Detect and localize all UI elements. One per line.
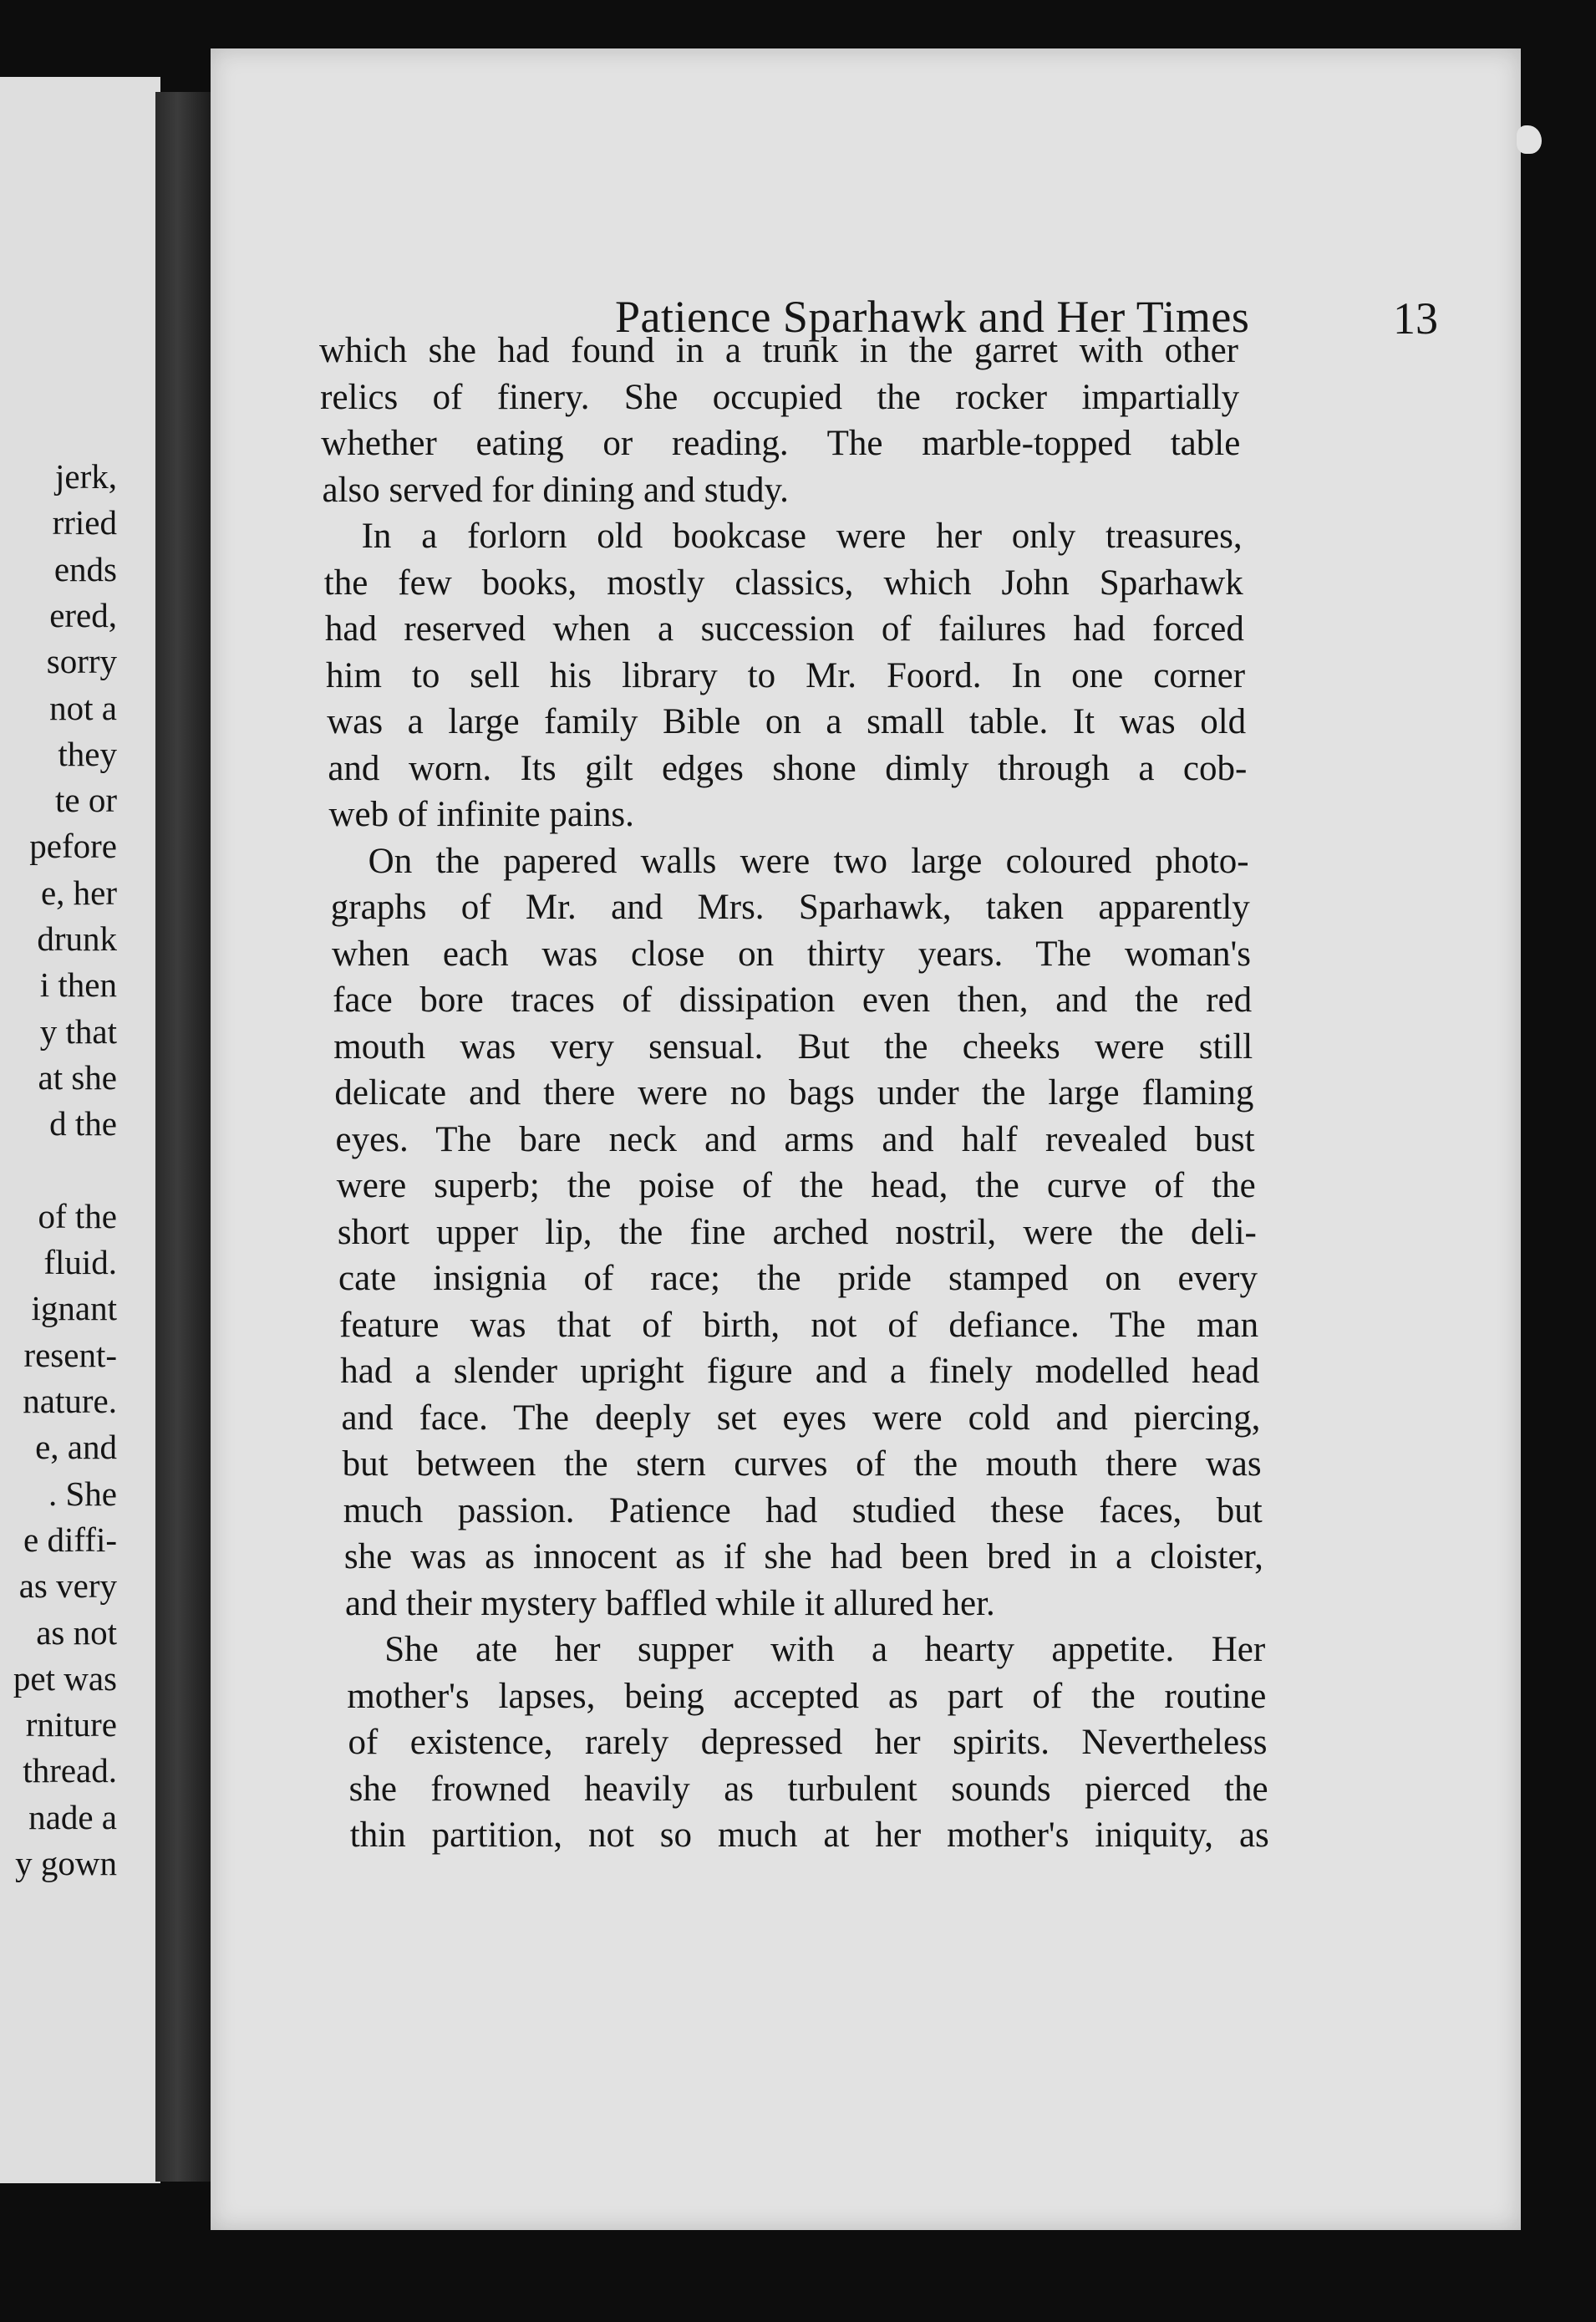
text-line: were superb; the poise of the head, the curve of the xyxy=(336,1166,1256,1205)
left-page-line: as very xyxy=(18,1566,117,1606)
left-page-line: i then xyxy=(39,965,117,1005)
text-line: short upper lip, the fine arched nostril, were the deli- xyxy=(337,1212,1257,1252)
text-line: had reserved when a succession of failures had forced xyxy=(324,609,1244,649)
left-page-line: y gown xyxy=(15,1844,117,1882)
left-page-line: at she xyxy=(38,1057,117,1097)
text-line: the few books, mostly classics, which John Sparhawk xyxy=(323,563,1243,603)
text-line: She ate her supper with a hearty appetite. Her xyxy=(384,1630,1266,1669)
left-page-line: jerk, xyxy=(55,457,117,496)
text-line: she was as innocent as if she had been bred in a cloister, xyxy=(343,1537,1263,1576)
left-page-line: nade a xyxy=(28,1797,117,1836)
text-line: In a forlorn old bookcase were her only treasures, xyxy=(361,517,1243,556)
book-page xyxy=(211,48,1521,2230)
text-line: which she had found in a trunk in the garret with other xyxy=(319,331,1238,370)
text-line: eyes. The bare neck and arms and half revealed bust xyxy=(335,1119,1255,1159)
left-page-line: drunk xyxy=(37,919,117,958)
text-line: much passion. Patience had studied these faces, but xyxy=(343,1490,1263,1530)
left-page-line: pefore xyxy=(29,827,117,866)
left-page-line: rniture xyxy=(25,1705,117,1744)
text-line: mouth was very sensual. But the cheeks were still xyxy=(333,1026,1253,1067)
left-page-line: ends xyxy=(53,549,117,588)
text-line: face bore traces of dissipation even then, and the red xyxy=(333,980,1253,1020)
left-page-line: as not xyxy=(36,1612,117,1652)
left-page-line: sorry xyxy=(46,642,117,681)
text-line: but between the stern curves of the mouth there was xyxy=(342,1444,1262,1484)
text-line: graphs of Mr. and Mrs. Sparhawk, taken apparently xyxy=(330,888,1250,927)
book-gutter xyxy=(155,92,211,2182)
left-page-line: te or xyxy=(55,781,117,820)
left-page-line: fluid. xyxy=(43,1243,117,1282)
text-line: was a large family Bible on a small table. It was old xyxy=(327,702,1247,741)
text-line: when each was close on thirty years. The woman's xyxy=(331,934,1251,974)
text-line: also served for dining and study. xyxy=(322,470,789,510)
text-line: of existence, rarely depressed her spirits. Nevertheless xyxy=(348,1723,1268,1762)
text-line: On the papered walls were two large coloured photo- xyxy=(368,841,1249,881)
text-line: had a slender upright figure and a finely modelled head xyxy=(340,1352,1260,1391)
left-page-line: y that xyxy=(39,1011,117,1051)
text-line: thin partition, not so much at her mother's iniquity, as xyxy=(349,1815,1269,1855)
running-title: Patience Sparhawk and Her Times xyxy=(615,292,1250,342)
left-page-line: rried xyxy=(52,503,117,542)
left-page-line: pet was xyxy=(13,1658,117,1698)
left-page-line: ered, xyxy=(49,595,117,634)
left-page-line: they xyxy=(58,734,117,773)
left-page-line: resent- xyxy=(23,1335,117,1374)
text-line: whether eating or reading. The marble-topped table xyxy=(321,424,1241,463)
left-page-line: d the xyxy=(49,1104,117,1143)
text-line: mother's lapses, being accepted as part of the routine xyxy=(347,1676,1267,1716)
text-line: delicate and there were no bags under the large flaming xyxy=(334,1073,1254,1113)
left-page-line: . She xyxy=(48,1474,117,1513)
left-page-line: thread. xyxy=(23,1751,117,1790)
page-edge-tear xyxy=(1517,125,1542,154)
left-page-line: not a xyxy=(49,688,117,727)
left-page-line: ignant xyxy=(31,1289,117,1328)
text-line: relics of finery. She occupied the rocker impartially xyxy=(320,377,1240,417)
text-line: cate insignia of race; the pride stamped on every xyxy=(338,1259,1258,1298)
text-line: feature was that of birth, not of defiance. The man xyxy=(339,1305,1259,1345)
text-line: him to sell his library to Mr. Foord. In one corner xyxy=(326,655,1246,695)
text-line: she frowned heavily as turbulent sounds pierced the xyxy=(348,1769,1268,1809)
left-page-line: of the xyxy=(38,1196,117,1235)
text-line: and their mystery baffled while it allured her. xyxy=(345,1583,995,1623)
text-line: web of infinite pains. xyxy=(328,795,634,834)
left-page-line: nature. xyxy=(23,1382,117,1420)
text-line: and face. The deeply set eyes were cold and piercing, xyxy=(341,1398,1261,1438)
left-page-line: e, and xyxy=(35,1428,117,1467)
left-page-line: e diffi- xyxy=(23,1520,117,1559)
previous-page-fragment xyxy=(0,77,160,2183)
left-page-line: e, her xyxy=(40,873,117,912)
page-number: 13 xyxy=(1393,293,1438,344)
text-line: and worn. Its gilt edges shone dimly through a cob- xyxy=(328,748,1248,788)
